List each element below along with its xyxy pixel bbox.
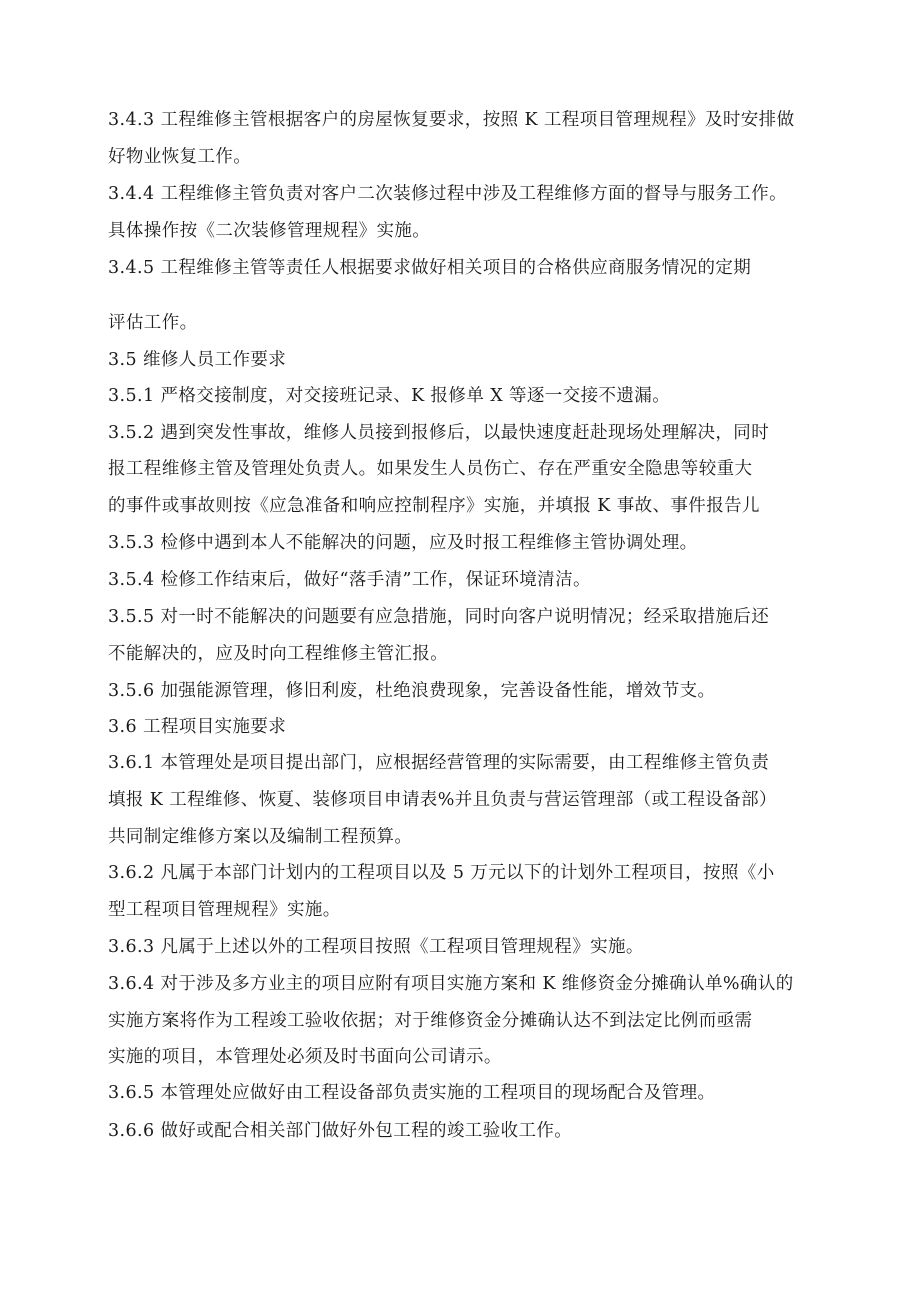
text-line-3-5-3: 3.5.3 检修中遇到本人不能解决的问题，应及时报工程维修主管协调处理。 [108,533,698,553]
text-line-3-4-5: 3.4.5 工程维修主管等责任人根据要求做好相关项目的合格供应商服务情况的定期 [108,258,752,278]
section-heading-3-5: 3.5 维修人员工作要求 [108,350,287,370]
text-line-3-5-5: 3.5.5 对一时不能解决的问题要有应急措施，同时向客户说明情况；经采取措施后还 [108,607,770,627]
text-line: 具体操作按《二次装修管理规程》实施。 [108,221,431,241]
text-line-3-6-4: 3.6.4 对于涉及多方业主的项目应附有项目实施方案和 K 维修资金分摊确认单%确认的 [108,974,794,994]
section-heading-3-6: 3.6 工程项目实施要求 [108,717,287,737]
text-line: 填报 K 工程维修、恢夏、装修项目申请表%并且负责与营运管理部（或工程设备部） [108,790,777,810]
text-line-3-6-6: 3.6.6 做好或配合相关部门做好外包工程的竣工验收工作。 [108,1121,573,1141]
text-line: 好物业恢复工作。 [108,147,252,167]
text-line-3-5-4: 3.5.4 检修工作结束后，做好“落手清”工作，保证环境清洁。 [108,570,591,590]
text-line-3-6-1: 3.6.1 本管理处是项目提出部门，应根据经营管理的实际需要，由工程维修主管负责 [108,753,770,773]
text-line-3-5-6: 3.5.6 加强能源管理，修旧利废，杜绝浪费现象，完善设备性能，增效节支。 [108,681,716,701]
text-line: 共同制定维修方案以及编制工程预算。 [108,827,413,847]
text-line-3-5-1: 3.5.1 严格交接制度，对交接班记录、K 报修单 X 等逐一交接不遗漏。 [108,386,671,406]
text-line-3-4-3: 3.4.3 工程维修主管根据客户的房屋恢复要求，按照 K 工程项目管理规程》及时安排做 [108,110,795,130]
text-line: 评估工作。 [108,313,198,333]
text-line-3-6-5: 3.6.5 本管理处应做好由工程设备部负责实施的工程项目的现场配合及管理。 [108,1083,716,1103]
text-line: 实施方案将作为工程竣工验收依据；对于维修资金分摊确认达不到法定比例而亟需 [108,1011,753,1031]
text-line-3-4-4: 3.4.4 工程维修主管负责对客户二次装修过程中涉及工程维修方面的督导与服务工作。 [108,184,787,204]
text-line: 实施的项目，本管理处必须及时书面向公司请示。 [108,1047,502,1067]
text-line: 型工程项目管理规程》实施。 [108,900,341,920]
text-line: 的事件或事故则按《应急准备和响应控制程序》实施，并填报 K 事故、事件报告儿 [108,496,760,516]
text-line: 不能解决的，应及时向工程维修主管汇报。 [108,644,449,664]
text-line: 报工程维修主管及管理处负责人。如果发生人员伤亡、存在严重安全隐患等较重大 [108,459,753,479]
text-line-3-6-2: 3.6.2 凡属于本部门计划内的工程项目以及 5 万元以下的计划外工程项目，按照《小 [108,863,775,883]
text-line-3-6-3: 3.6.3 凡属于上述以外的工程项目按照《工程项目管理规程》实施。 [108,937,644,957]
text-line-3-5-2: 3.5.2 遇到突发性事故，维修人员接到报修后，以最快速度赶赴现场处理解决，同时 [108,423,770,443]
